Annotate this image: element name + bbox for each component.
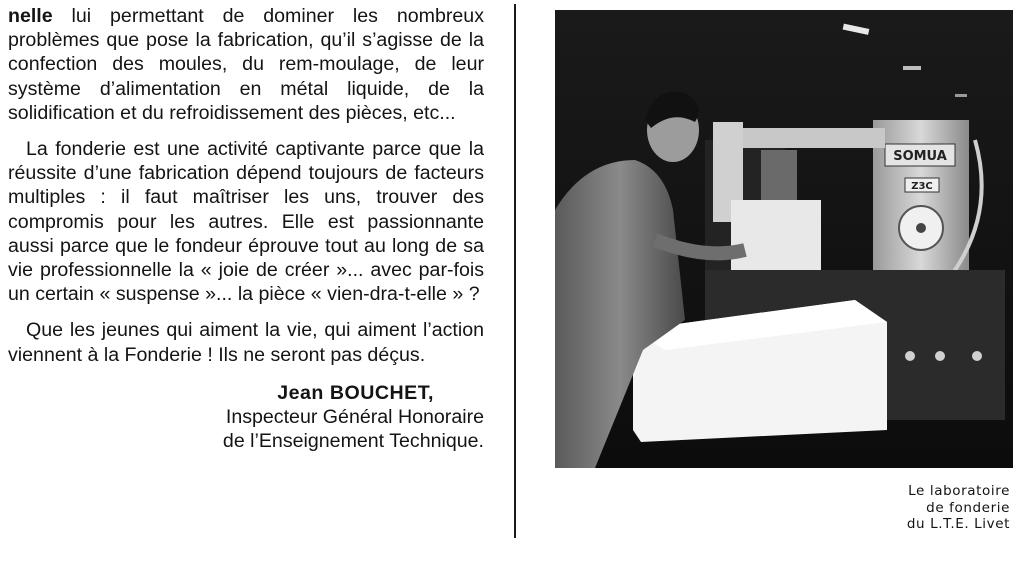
workpiece-support bbox=[731, 200, 821, 270]
author-title-line-2: de l’Enseignement Technique. bbox=[222, 430, 484, 453]
photo-caption bbox=[810, 483, 1010, 533]
paragraph-lead-word: nelle bbox=[8, 5, 53, 27]
control-knob bbox=[972, 351, 982, 361]
author-name: Jean BOUCHET, bbox=[277, 381, 434, 404]
machine-model-text: Z3C bbox=[911, 181, 933, 192]
article-paragraph-1 bbox=[8, 4, 484, 125]
caption-line-1: Le laboratoire bbox=[908, 483, 1010, 499]
control-knob bbox=[905, 351, 915, 361]
machine-brand-text: SOMUA bbox=[893, 149, 947, 164]
author-title-line-1: Inspecteur Général Honoraire bbox=[225, 406, 484, 429]
control-knob bbox=[935, 351, 945, 361]
foundry-lab-photo bbox=[555, 10, 1013, 468]
signature-block bbox=[8, 381, 484, 454]
article-paragraph-3: Que les jeunes qui aiment la vie, qui aiment l’action viennent à la Fonderie ! Ils ne seront pas déçus. bbox=[8, 319, 484, 366]
column-divider bbox=[514, 4, 516, 538]
paragraph-1-text: lui permettant de dominer les nombreux problèmes que pose la fabrication, qu’il s’agisse de la confection des moules, du rem-moulage, de leur système d’alimentation en métal liquide, de la solidification et du refroidissement des pièces, etc... bbox=[8, 5, 484, 124]
article-column bbox=[8, 4, 484, 453]
overhead-arm bbox=[725, 128, 885, 148]
ceiling-light bbox=[903, 66, 921, 70]
ceiling-light bbox=[955, 94, 967, 97]
caption-line-2: de fonderie bbox=[926, 499, 1010, 516]
photo-illustration bbox=[555, 10, 1013, 468]
article-paragraph-2: La fonderie est une activité captivante parce que la réussite d’une fabrication dépend toujours de facteurs multiples : il faut maîtriser les uns, trouver des compromis pour les autres. Elle est passionnante aussi parce que le fondeur éprouve tout au long de sa vie professionnelle la « joie de créer »... avec par-fois un certain « suspense »... la pièce « vien-dra-t-elle » ? bbox=[8, 138, 484, 306]
handwheel-hub bbox=[916, 223, 926, 233]
caption-line-3: du L.T.E. Livet bbox=[906, 516, 1010, 532]
